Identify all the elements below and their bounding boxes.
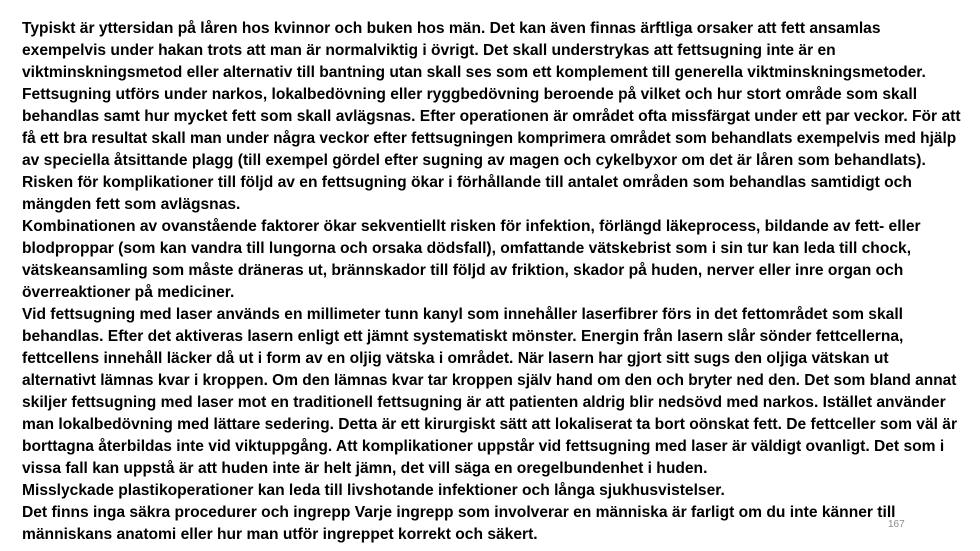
text-line: exempelvis under hakan trots att man är normalviktig i övrigt. Det skall understrykas att fettsugning inte är en [22,42,836,59]
page-number: 167 [888,519,905,530]
text-line: Kombinationen av ovanstående faktorer ökar sekventiellt risken för infektion, förlängd läkeprocess, bildande av fett- eller [22,218,921,235]
text-line: Risken för komplikationer till följd av en fettsugning ökar i förhållande till antalet områden som behandlas samtidigt och [22,174,912,191]
text-line: av speciella åtsittande plagg (till exempel gördel efter sugning av magen och cykelbyxor om det är låren som behandlats). [22,152,926,169]
text-line: alternativt lämnas kvar i kroppen. Om den lämnas kvar tar kroppen själv hand om den och bryter ned den. Det som bland annat [22,372,957,389]
text-line: behandlas samt hur mycket fett som skall avlägsnas. Efter operationen är området ofta missfärgat under ett par veckor. För att [22,108,961,125]
text-line: Typiskt är yttersidan på låren hos kvinnor och buken hos män. Det kan även finnas ärftliga orsaker att fett ansamlas [22,20,881,37]
text-line: viktminskningsmetod eller alternativ till bantning utan skall ses som ett komplement till generella viktminskningsmetoder. [22,64,926,81]
text-line: överreaktioner på mediciner. [22,284,235,301]
text-line: borttagna återbildas inte vid viktuppgång. Att komplikationer uppstår vid fettsugning med laser är väldigt ovanligt. Det som i [22,438,945,455]
body-text [22,18,962,546]
text-line: Det finns inga säkra procedurer och ingrepp Varje ingrepp som involverar en människa är farligt om du inte känner till [22,504,896,521]
text-line: Vid fettsugning med laser används en millimeter tunn kanyl som innehåller laserfibrer förs in det fettområdet som skall [22,306,903,323]
text-line: Misslyckade plastikoperationer kan leda till livshotande infektioner och långa sjukhusvistelser. [22,482,725,499]
text-line: man lokalbedövning med lättare sedering. Detta är ett kirurgiskt sätt att lokaliserat ta bort oönskat fett. De fettceller som väl är [22,416,958,433]
text-line: Fettsugning utförs under narkos, lokalbedövning eller ryggbedövning beroende på vilket och hur stort område som skall [22,86,918,103]
text-line: vissa fall kan uppstå är att huden inte är helt jämn, det vill säga en oregelbundenhet i huden. [22,460,708,477]
text-line: behandlas. Efter det aktiveras lasern enligt ett jämnt systematiskt mönster. Energin från lasern slår sönder fettcellerna, [22,328,904,345]
text-line: människans anatomi eller hur man utför ingreppet korrekt och säkert. [22,526,538,543]
text-line: mängden fett som avlägsnas. [22,196,241,213]
text-line: vätskeansamling som måste dräneras ut, brännskador till följd av friktion, skador på huden, nerver eller inre organ och [22,262,904,279]
text-line: skiljer fettsugning med laser mot en traditionell fettsugning är att patienten aldrig blir nedsövd med narkos. Istället använder [22,394,946,411]
text-line: få ett bra resultat skall man under några veckor efter fettsugningen komprimera området som behandlats exempelvis med hjälp [22,130,957,147]
text-line: fettcellens innehåll läcker då ut i form av en oljig vätska i området. När lasern har gjort sitt sugs den oljiga vätskan ut [22,350,889,367]
text-line: blodproppar (som kan vandra till lungorna och orsaka dödsfall), omfattande vätskebrist som i sin tur kan leda till chock, [22,240,912,257]
